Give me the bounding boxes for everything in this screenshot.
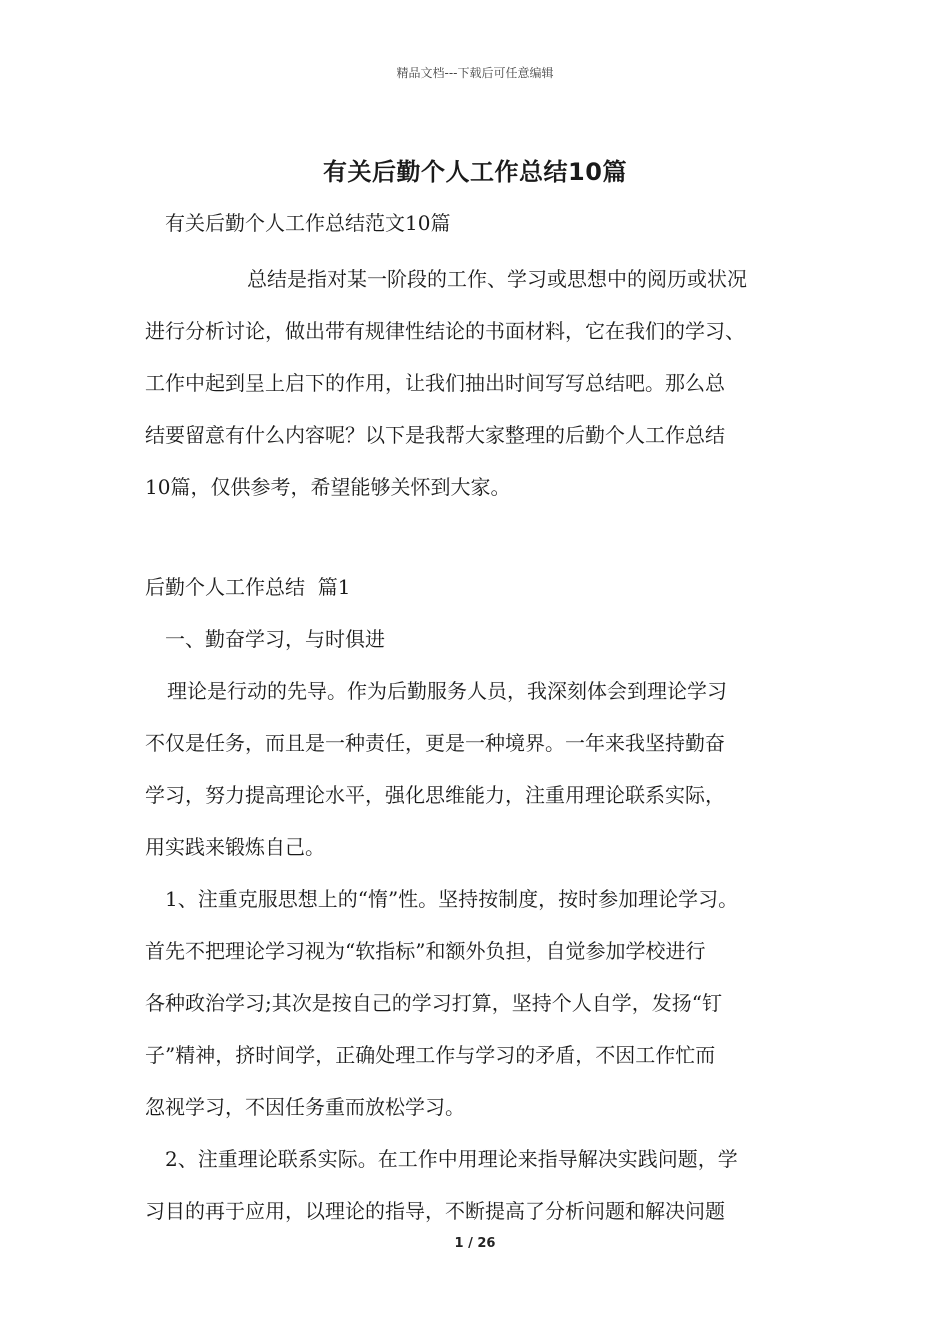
page-header: 精品文档---下载后可任意编辑 xyxy=(396,66,554,80)
paragraph-line: 子”精神，挤时间学，正确处理工作与学习的矛盾，不因工作忙而 xyxy=(145,1043,716,1067)
paragraph-point-1 xyxy=(145,873,825,1133)
paragraph-line: 忽视学习，不因任务重而放松学习。 xyxy=(145,1095,465,1119)
intro-line: 进行分析讨论，做出带有规律性结论的书面材料，它在我们的学习、 xyxy=(145,319,745,343)
paragraph-line: 2、注重理论联系实际。在工作中用理论来指导解决实践问题，学 xyxy=(165,1147,738,1171)
paragraph-line: 用实践来锻炼自己。 xyxy=(145,835,325,859)
document-subtitle: 有关后勤个人工作总结范文10篇 xyxy=(165,211,451,235)
paragraph-theory xyxy=(145,665,825,873)
intro-line: 结要留意有什么内容呢？以下是我帮大家整理的后勤个人工作总结 xyxy=(145,423,725,447)
intro-paragraph xyxy=(145,253,825,513)
document-title: 有关后勤个人工作总结10篇 xyxy=(323,158,627,186)
intro-line: 工作中起到呈上启下的作用，让我们抽出时间写写总结吧。那么总 xyxy=(145,371,725,395)
paragraph-line: 学习，努力提高理论水平，强化思维能力，注重用理论联系实际， xyxy=(145,783,725,807)
document-body xyxy=(145,205,825,1237)
paragraph-line: 习目的再于应用，以理论的指导，不断提高了分析问题和解决问题 xyxy=(145,1199,725,1223)
paragraph-line: 1、注重克服思想上的“惰”性。坚持按制度，按时参加理论学习。 xyxy=(165,887,739,911)
page-number: 1 / 26 xyxy=(454,1236,496,1251)
paragraph-line: 各种政治学习;其次是按自己的学习打算，坚持个人自学，发扬“钉 xyxy=(145,991,722,1015)
intro-line: 总结是指对某一阶段的工作、学习或思想中的阅历或状况 xyxy=(247,267,747,291)
paragraph-point-2 xyxy=(145,1133,825,1237)
paragraph-line: 不仅是任务，而且是一种责任，更是一种境界。一年来我坚持勤奋 xyxy=(145,731,725,755)
paragraph-line: 理论是行动的先导。作为后勤服务人员，我深刻体会到理论学习 xyxy=(167,679,727,703)
paragraph-line: 首先不把理论学习视为“软指标”和额外负担，自觉参加学校进行 xyxy=(145,939,706,963)
sub-heading: 一、勤奋学习，与时俱进 xyxy=(165,627,385,651)
intro-line: 10篇，仅供参考，希望能够关怀到大家。 xyxy=(145,475,511,499)
section-heading: 后勤个人工作总结 篇1 xyxy=(145,575,351,599)
